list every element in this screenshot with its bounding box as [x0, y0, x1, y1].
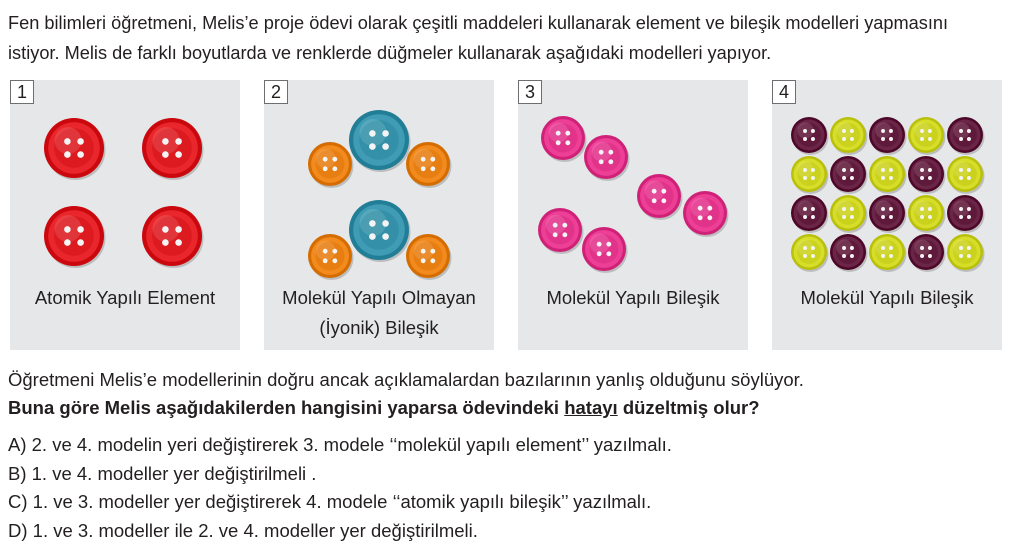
- red-button: [44, 206, 106, 268]
- grid-button: [947, 234, 985, 272]
- option-b-letter: B): [8, 463, 27, 484]
- grid-button: [791, 117, 829, 155]
- model-panel-3: [518, 80, 748, 350]
- pink-button: [683, 191, 729, 237]
- red-button: [142, 206, 204, 268]
- question-prompt-end: düzeltmiş olur?: [617, 397, 760, 418]
- panel-caption-3: Molekül Yapılı Bileşik: [546, 287, 720, 308]
- grid-button: [869, 234, 907, 272]
- pink-button: [538, 208, 584, 254]
- model-panel-4: [772, 80, 1002, 350]
- blue-button: [349, 200, 411, 262]
- grid-button: [830, 195, 868, 233]
- question-prompt-underlined: hatayı: [564, 397, 618, 418]
- blue-button: [349, 110, 411, 172]
- panel-caption-2-line-1: Molekül Yapılı Olmayan: [282, 287, 476, 308]
- pink-button: [582, 227, 628, 273]
- pink-button: [637, 174, 683, 220]
- grid-button: [947, 195, 985, 233]
- option-c[interactable]: [8, 491, 651, 513]
- option-c-text: 1. ve 3. modeller yer değiştirerek 4. modele ‘‘atomik yapılı bileşik’’ yazılmalı.: [32, 491, 652, 512]
- option-b[interactable]: [8, 463, 316, 485]
- question-prompt-start: Buna göre Melis aşağıdakilerden hangisini yaparsa ödevindeki: [8, 397, 565, 418]
- grid-button: [908, 117, 946, 155]
- panel-caption-4: Molekül Yapılı Bileşik: [800, 287, 974, 308]
- grid-button: [947, 117, 985, 155]
- grid-button: [830, 234, 868, 272]
- orange-button: [406, 234, 452, 280]
- panel-number-2: 2: [264, 80, 288, 104]
- grid-button: [947, 156, 985, 194]
- red-button: [142, 118, 204, 180]
- model-panel-2: [264, 80, 494, 350]
- pink-button: [584, 135, 630, 181]
- grid-button: [791, 156, 829, 194]
- orange-button: [308, 142, 354, 188]
- grid-button: [908, 156, 946, 194]
- orange-button: [308, 234, 354, 280]
- pink-button: [541, 116, 587, 162]
- panel-number-3: 3: [518, 80, 542, 104]
- question-statement: Öğretmeni Melis’e modellerinin doğru ancak açıklamalardan bazılarının yanlış olduğunu söylüyor.: [8, 369, 804, 390]
- grid-button: [908, 195, 946, 233]
- red-button: [44, 118, 106, 180]
- grid-button: [908, 234, 946, 272]
- option-a-letter: A): [8, 434, 27, 455]
- grid-button: [791, 195, 829, 233]
- model-panel-1: [10, 80, 240, 350]
- panel-caption-2-line-2: (İyonik) Bileşik: [319, 317, 439, 338]
- option-c-letter: C): [8, 491, 28, 512]
- option-d-letter: D): [8, 520, 28, 541]
- option-a-text: 2. ve 4. modelin yeri değiştirerek 3. modele ‘‘molekül yapılı element’’ yazılmalı.: [31, 434, 672, 455]
- orange-button: [406, 142, 452, 188]
- grid-button: [869, 195, 907, 233]
- grid-button: [830, 156, 868, 194]
- grid-button: [869, 117, 907, 155]
- grid-button: [791, 234, 829, 272]
- option-b-text: 1. ve 4. modeller yer değiştirilmeli .: [31, 463, 317, 484]
- option-d[interactable]: [8, 520, 478, 542]
- grid-button: [869, 156, 907, 194]
- intro-paragraph: Fen bilimleri öğretmeni, Melis’e proje ödevi olarak çeşitli maddeleri kullanarak element ve bileşik modelleri yapmasını istiyor. Melis de farklı boyutlarda ve renklerde düğmeler kullanarak aşağıdaki modelleri yapıyor.: [8, 13, 949, 63]
- option-a[interactable]: [8, 434, 672, 456]
- question-prompt: [8, 397, 760, 419]
- option-d-text: 1. ve 3. modeller ile 2. ve 4. modeller yer değiştirilmeli.: [32, 520, 478, 541]
- grid-button: [830, 117, 868, 155]
- panel-number-1: 1: [10, 80, 34, 104]
- panel-number-4: 4: [772, 80, 796, 104]
- panel-caption-1: Atomik Yapılı Element: [34, 287, 216, 308]
